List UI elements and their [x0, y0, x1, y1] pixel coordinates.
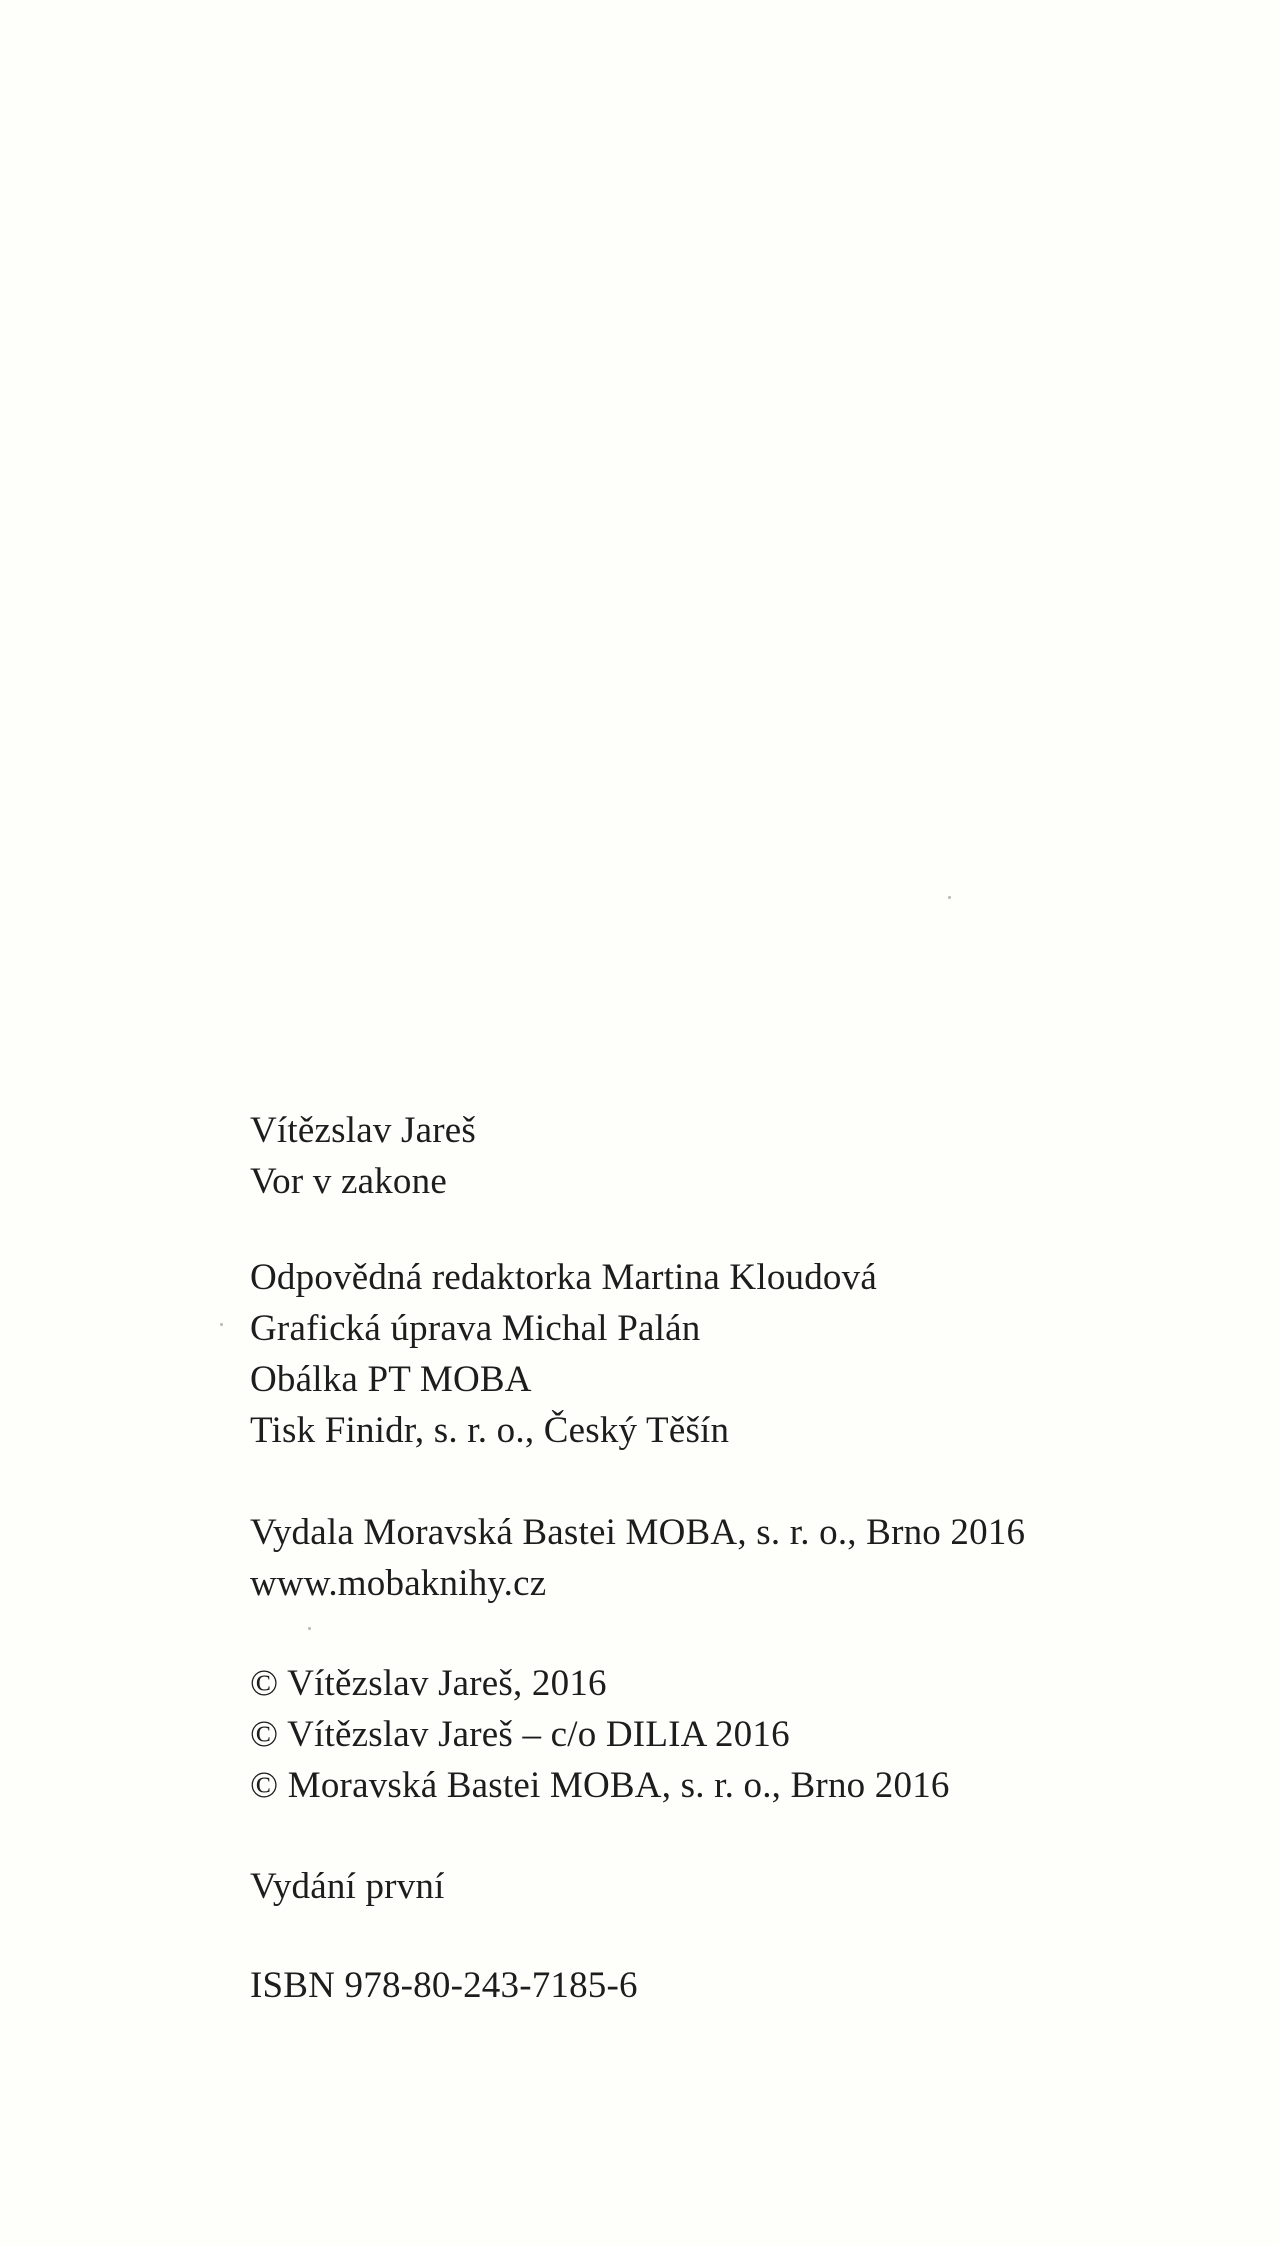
print-speck	[220, 1323, 223, 1326]
copyright-dilia: © Vítězslav Jareš – c/o DILIA 2016	[250, 1714, 790, 1755]
website-line: www.mobaknihy.cz	[250, 1563, 547, 1604]
publisher-block	[250, 1507, 1230, 1609]
isbn-line: ISBN 978-80-243-7185-6	[250, 1965, 638, 2006]
edition-block	[250, 1861, 1230, 1912]
author-title-block	[250, 1105, 1230, 1207]
colophon	[250, 1105, 1230, 2011]
book-title: Vor v zakone	[250, 1161, 447, 1202]
edition-line: Vydání první	[250, 1866, 445, 1907]
isbn-block	[250, 1960, 1230, 2011]
credits-block	[250, 1252, 1230, 1456]
copyright-block	[250, 1658, 1230, 1811]
copyright-author: © Vítězslav Jareš, 2016	[250, 1663, 607, 1704]
credit-cover: Obálka PT MOBA	[250, 1359, 532, 1400]
print-speck	[948, 896, 951, 899]
credit-printer: Tisk Finidr, s. r. o., Český Těšín	[250, 1410, 730, 1451]
copyright-publisher: © Moravská Bastei MOBA, s. r. o., Brno 2016	[250, 1765, 950, 1806]
credit-editor: Odpovědná redaktorka Martina Kloudová	[250, 1257, 877, 1298]
author-name: Vítězslav Jareš	[250, 1110, 476, 1151]
credit-graphic-design: Grafická úprava Michal Palán	[250, 1308, 701, 1349]
publisher-line: Vydala Moravská Bastei MOBA, s. r. o., Brno 2016	[250, 1512, 1026, 1553]
